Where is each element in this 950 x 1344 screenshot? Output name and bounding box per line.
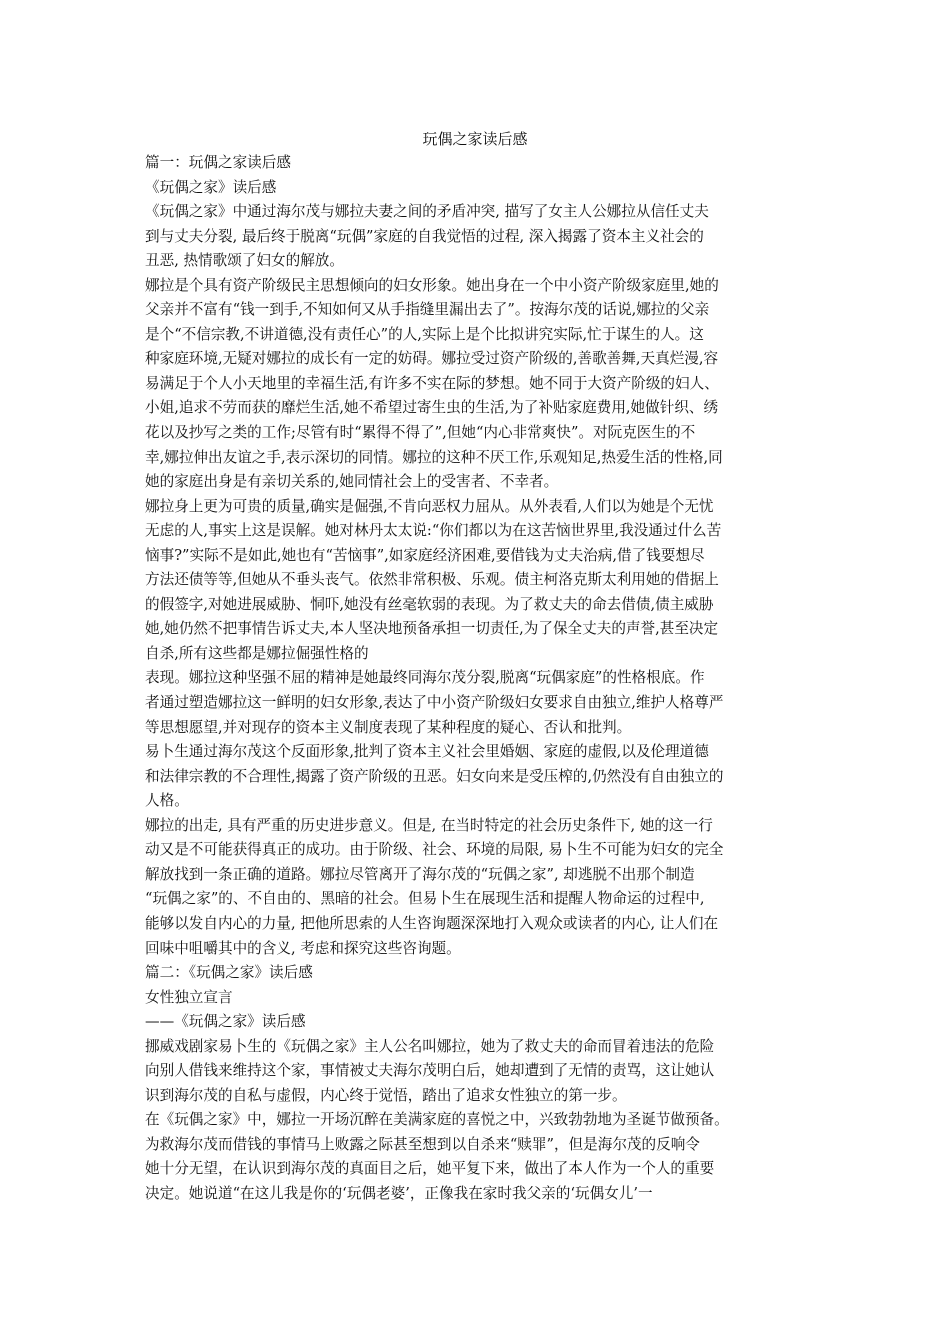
text-line: 识到海尔茂的自私与虚假，内心终于觉悟，踏出了追求女性独立的第一步。: [145, 1086, 627, 1104]
text-line: 能够以发自内心的力量, 把他所思索的人生咨询题深深地打入观众或读者的内心, 让人们在: [145, 914, 719, 932]
text-line: 等思想愿望,并对现存的资本主义制度表现了某种程度的疑心、否认和批判。: [145, 718, 632, 736]
text-line: 娜拉是个具有资产阶级民主思想倾向的妇女形象。她出身在一个中小资产阶级家庭里,她的: [145, 276, 719, 294]
text-line: 种家庭环境,无疑对娜拉的成长有一定的妨碍。娜拉受过资产阶级的,善歌善舞,天真烂漫,容: [145, 350, 719, 368]
text-line: 她的家庭出身是有亲切关系的,她同情社会上的受害者、不幸者。: [145, 473, 559, 491]
text-line: 动又是不可能获得真正的成功。由于阶级、社会、环境的局限, 易卜生不可能为妇女的完全: [145, 841, 724, 859]
text-line: 回味中咀嚼其中的含义, 考虑和探究这些咨询题。: [145, 939, 461, 957]
text-line: 在《玩偶之家》中，娜拉一开场沉醉在美满家庭的喜悦之中，兴致勃勃地为圣诞节做预备。: [145, 1111, 729, 1129]
text-line: 易卜生通过海尔茂这个反面形象,批判了资本主义社会里婚姻、家庭的虚假,以及伦理道德: [145, 743, 709, 761]
text-line: 挪威戏剧家易卜生的《玩偶之家》主人公名叫娜拉，她为了救丈夫的命而冒着违法的危险: [145, 1037, 715, 1055]
text-line: 《玩偶之家》中通过海尔茂与娜拉夫妻之间的矛盾冲突, 描写了女主人公娜拉从信任丈夫: [145, 203, 709, 221]
text-line: 是个“不信宗教,不讲道德,没有责任心”的人,实际上是个比拟讲究实际,忙于谋生的人。这: [145, 325, 704, 343]
text-line: 为救海尔茂而借钱的事情马上败露之际甚至想到以自杀来“赎罪”，但是海尔茂的反响令: [145, 1135, 700, 1153]
text-line: 到与丈夫分裂, 最后终于脱离“玩偶”家庭的自我觉悟的过程, 深入揭露了资本主义社会的: [145, 227, 704, 245]
text-line: “玩偶之家”的、不自由的、黑暗的社会。但易卜生在展现生活和提醒人物命运的过程中,: [145, 890, 705, 908]
text-line: 恼事?”实际不是如此,她也有“苦恼事”,如家庭经济困难,要借钱为丈夫治病,借了钱要想尽: [145, 546, 705, 564]
text-line: 易满足于个人小天地里的幸福生活,有许多不实在际的梦想。她不同于大资产阶级的妇人、: [145, 374, 719, 392]
text-line: 花以及抄写之类的工作;尽管有时“累得不得了”,但她“内心非常爽快”。对阮克医生的不: [145, 424, 696, 442]
text-line: ——《玩偶之家》读后感: [145, 1013, 306, 1031]
text-line: 她十分无望，在认识到海尔茂的真面目之后，她平复下来，做出了本人作为一个人的重要: [145, 1160, 715, 1178]
text-line: 决定。她说道“在这儿我是你的‘玩偶老婆’，正像我在家时我父亲的‘玩偶女儿’一: [145, 1184, 653, 1202]
text-line: 表现。娜拉这种坚强不屈的精神是她最终同海尔茂分裂,脱离“玩偶家庭”的性格根底。作: [145, 669, 705, 687]
text-line: 丑恶, 热情歌颂了妇女的解放。: [145, 252, 344, 270]
document-title: 玩偶之家读后感: [422, 130, 528, 148]
text-line: 者通过塑造娜拉这一鲜明的妇女形象,表达了中小资产阶级妇女要求自由独立,维护人格尊严: [145, 694, 724, 712]
text-line: 娜拉的出走, 具有严重的历史进步意义。但是, 在当时特定的社会历史条件下, 她的这一行: [145, 816, 713, 834]
text-line: 自杀,所有这些都是娜拉倔强性格的: [145, 644, 369, 662]
text-line: 篇一：玩偶之家读后感: [145, 154, 291, 171]
text-line: 女性独立宣言: [145, 988, 233, 1006]
text-line: 无虑的人,事实上这是误解。她对林丹太太说:“你们都以为在这苦恼世界里,我没通过什么苦: [145, 522, 722, 540]
text-line: 人格。: [145, 792, 189, 810]
text-line: 幸,娜拉伸出友谊之手,表示深切的同情。娜拉的这种不厌工作,乐观知足,热爱生活的性格,同: [145, 448, 723, 466]
text-line: 小姐,追求不劳而获的靡烂生活,她不希望过寄生虫的生活,为了补贴家庭费用,她做针织、绣: [145, 399, 719, 417]
text-line: 《玩偶之家》读后感: [145, 178, 277, 196]
text-line: 方法还债等等,但她从不垂头丧气。依然非常积极、乐观。债主柯洛克斯太利用她的借据上: [145, 571, 719, 589]
text-line: 她,她仍然不把事情告诉丈夫,本人坚决地预备承担一切责任,为了保全丈夫的声誉,甚至决定: [145, 620, 719, 638]
text-line: 父亲并不富有“钱一到手,不知如何又从手指缝里漏出去了”。按海尔茂的话说,娜拉的父亲: [145, 301, 710, 319]
text-line: 篇二：《玩偶之家》读后感: [145, 964, 313, 982]
text-line: 的假签字,对她进展威胁、恫吓,她没有丝毫软弱的表现。为了救丈夫的命去借债,债主威胁: [145, 595, 714, 613]
text-line: 娜拉身上更为可贵的质量,确实是倔强,不肯向恶权力屈从。从外表看,人们以为她是个无忧: [145, 497, 714, 515]
text-line: 和法律宗教的不合理性,揭露了资产阶级的丑恶。妇女向来是受压榨的,仍然没有自由独立的: [145, 767, 724, 785]
text-line: 解放找到一条正确的道路。娜拉尽管离开了海尔茂的“玩偶之家”, 却逃脱不出那个制造: [145, 865, 695, 883]
text-line: 向别人借钱来维持这个家，事情被丈夫海尔茂明白后，她却遭到了无情的责骂，这让她认: [145, 1062, 715, 1080]
document-body: [145, 151, 823, 1207]
